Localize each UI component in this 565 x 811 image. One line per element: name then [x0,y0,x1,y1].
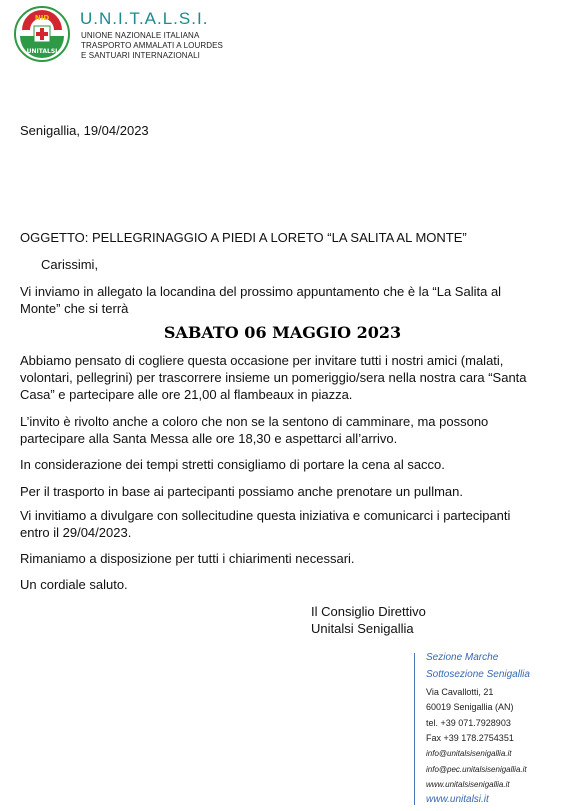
contact-divider [414,653,415,805]
greeting: Carissimi, [41,257,99,272]
logo-text-bottom: UNITALSI [26,48,58,55]
paragraph-1-line-1: Abbiamo pensato di cogliere questa occasione per invitare tutti i nostri amici (malati, [20,353,504,368]
paragraph-1-line-3: Casa” e partecipare alle ore 21,00 al flambeaux in piazza. [20,387,353,402]
contact-email-link[interactable]: info@unitalsisenigallia.it [426,749,512,758]
paragraph-6: Rimaniamo a disposizione per tutti i chiarimenti necessari. [20,551,355,566]
org-line-1: UNIONE NAZIONALE ITALIANA [81,31,200,40]
paragraph-1-line-2: volontari, pellegrini) per trascorrere insieme un pomeriggio/sera nella nostra cara “Santa [20,370,527,385]
subject-line: OGGETTO: PELLEGRINAGGIO A PIEDI A LORETO “LA SALITA AL MONTE” [20,230,467,245]
unitalsi-logo [14,6,70,62]
contact-website-local-link[interactable]: www.unitalsisenigallia.it [426,780,510,789]
contact-city: 60019 Senigallia (AN) [426,702,514,712]
closing: Un cordiale saluto. [20,577,128,592]
org-line-2: TRASPORTO AMMALATI A LOURDES [81,41,223,50]
paragraph-2-line-2: partecipare alla Santa Messa alle ore 18,30 e aspettarci all’arrivo. [20,431,398,446]
contact-pec-link[interactable]: info@pec.unitalsisenigallia.it [426,765,527,774]
logo-text-mid: MARTO [34,21,50,26]
event-date-heading: SABATO 06 MAGGIO 2023 [163,323,402,342]
place-date: Senigallia, 19/04/2023 [20,123,149,138]
org-name: U.N.I.T.A.L.S.I. [80,9,209,28]
org-line-3: E SANTUARI INTERNAZIONALI [81,51,200,60]
contact-subsection: Sottosezione Senigallia [426,669,530,680]
signature-line-1: Il Consiglio Direttivo [311,604,426,619]
contact-address: Via Cavallotti, 21 [426,687,494,697]
signature-line-2: Unitalsi Senigallia [311,621,414,636]
contact-fax: Fax +39 178.2754351 [426,733,514,743]
contact-phone: tel. +39 071.7928903 [426,718,511,728]
contact-section: Sezione Marche [426,652,499,663]
paragraph-4: Per il trasporto in base ai partecipanti possiamo anche prenotare un pullman. [20,484,463,499]
intro-line-2: Monte” che si terrà [20,301,129,316]
logo-text-top: NID [34,14,50,22]
paragraph-2-line-1: L’invito è rivolto anche a coloro che non se la sentono di camminare, ma possono [20,414,489,429]
paragraph-5-line-2: entro il 29/04/2023. [20,525,132,540]
contact-website-national-link[interactable]: www.unitalsi.it [426,794,489,805]
paragraph-5-line-1: Vi invitiamo a divulgare con sollecitudine questa iniziativa e comunicarci i partecipanti [20,508,511,523]
paragraph-3: In considerazione dei tempi stretti consigliamo di portare la cena al sacco. [20,457,445,472]
intro-line-1: Vi inviamo in allegato la locandina del prossimo appuntamento che è la “La Salita al [20,284,502,299]
